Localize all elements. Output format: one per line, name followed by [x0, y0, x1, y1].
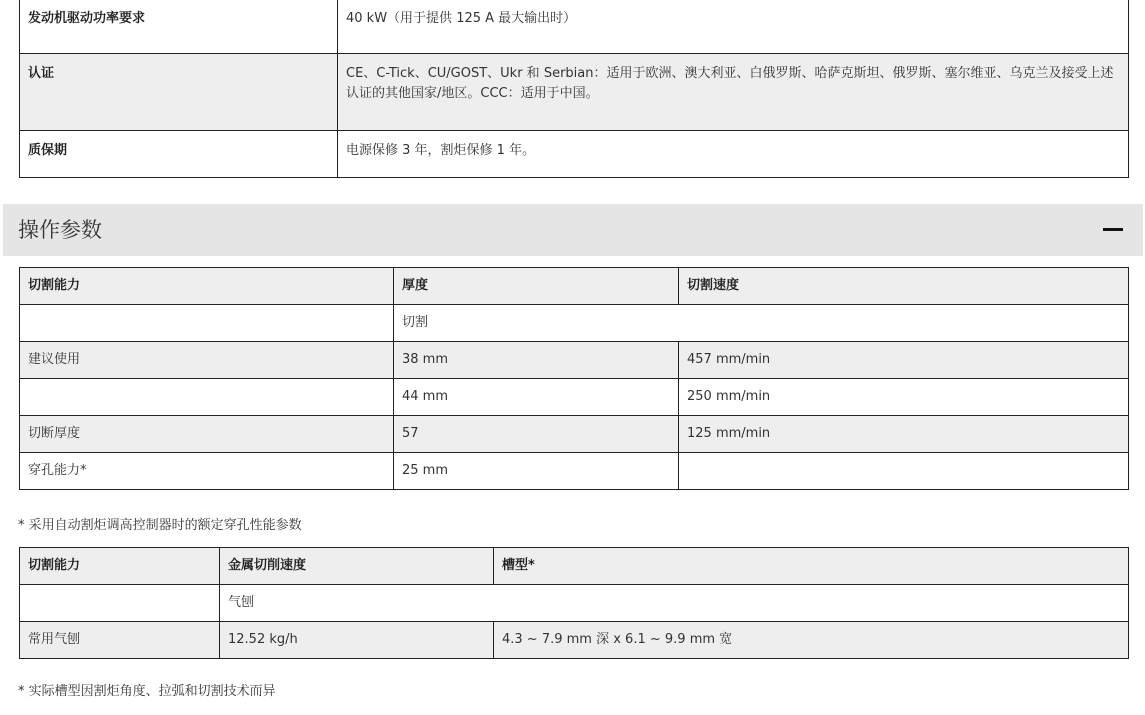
- column-header: 切割速度: [679, 268, 1129, 305]
- column-header: 切割能力: [20, 268, 394, 305]
- table-row: [20, 379, 1129, 416]
- general-spec-table: [19, 0, 1129, 178]
- subheader-cell: 气刨: [220, 585, 1129, 622]
- table-subheader-row: [20, 585, 1129, 622]
- table-cell: 44 mm: [394, 379, 679, 416]
- column-header: 厚度: [394, 268, 679, 305]
- table-subheader-row: [20, 305, 1129, 342]
- table-header-row: [20, 268, 1129, 305]
- column-header: 切割能力: [20, 548, 220, 585]
- table-cell: 250 mm/min: [679, 379, 1129, 416]
- spec-value: CE、C-Tick、CU/GOST、Ukr 和 Serbian：适用于欧洲、澳大利亚、白俄罗斯、哈萨克斯坦、俄罗斯、塞尔维亚、乌克兰及接受上述认证的其他国家/地区。CCC：适用于中国。: [338, 54, 1129, 131]
- column-header: 金属切削速度: [220, 548, 494, 585]
- section-title: 操作参数: [18, 218, 102, 242]
- footnote-gouge-profile: * 实际槽型因割炬角度、拉弧和切割技术而异: [18, 684, 276, 699]
- section-header-operating-params[interactable]: [3, 204, 1143, 256]
- cutting-capacity-table: [19, 267, 1129, 490]
- table-cell: [20, 585, 220, 622]
- table-row: [20, 0, 1129, 54]
- footnote-pierce: * 采用自动割炬调高控制器时的额定穿孔性能参数: [18, 518, 302, 533]
- table-cell: 切断厚度: [20, 416, 394, 453]
- column-header: 槽型*: [494, 548, 1129, 585]
- table-cell: 穿孔能力*: [20, 453, 394, 490]
- spec-label: 发动机驱动功率要求: [20, 0, 338, 54]
- table-cell: 57: [394, 416, 679, 453]
- table-header-row: [20, 548, 1129, 585]
- table-cell: 457 mm/min: [679, 342, 1129, 379]
- gouging-capacity-table: [19, 547, 1129, 659]
- subheader-cell: 切割: [394, 305, 1129, 342]
- table-cell: [679, 453, 1129, 490]
- table-cell: 建议使用: [20, 342, 394, 379]
- table-row: [20, 416, 1129, 453]
- spec-value: 40 kW（用于提供 125 A 最大输出时）: [338, 0, 1129, 54]
- table-row: [20, 453, 1129, 490]
- table-cell: 38 mm: [394, 342, 679, 379]
- table-cell: [20, 379, 394, 416]
- spec-label: 质保期: [20, 131, 338, 178]
- minus-icon[interactable]: [1103, 228, 1123, 231]
- table-cell: 常用气刨: [20, 622, 220, 659]
- table-row: [20, 131, 1129, 178]
- table-row: [20, 54, 1129, 131]
- table-cell: 4.3 ~ 7.9 mm 深 x 6.1 ~ 9.9 mm 宽: [494, 622, 1129, 659]
- spec-label: 认证: [20, 54, 338, 131]
- table-row: [20, 342, 1129, 379]
- table-cell: [20, 305, 394, 342]
- table-row: [20, 622, 1129, 659]
- table-cell: 12.52 kg/h: [220, 622, 494, 659]
- table-cell: 125 mm/min: [679, 416, 1129, 453]
- table-cell: 25 mm: [394, 453, 679, 490]
- spec-value: 电源保修 3 年，割炬保修 1 年。: [338, 131, 1129, 178]
